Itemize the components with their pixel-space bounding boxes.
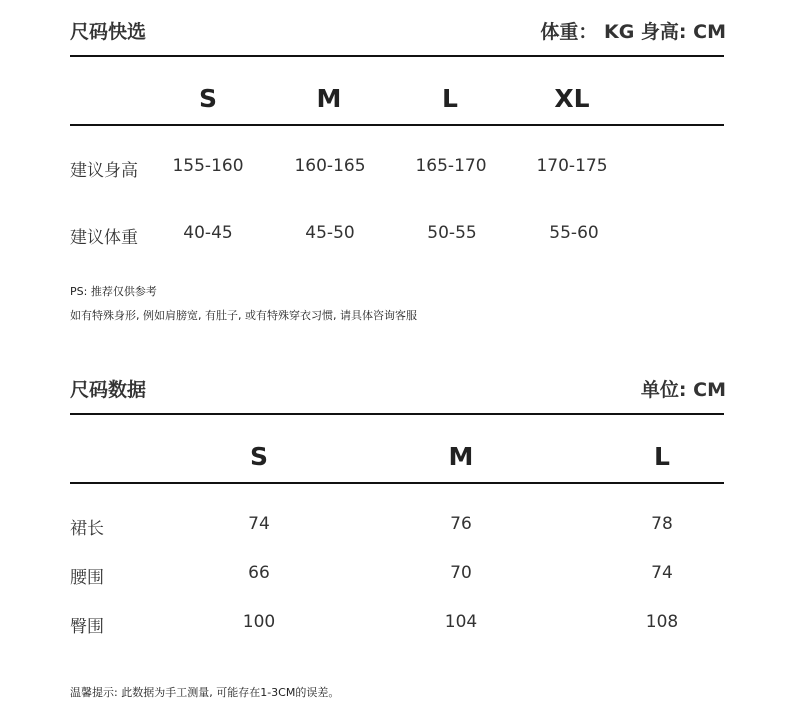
quick-size-s: S (198, 84, 218, 113)
quick-header-rule (70, 124, 724, 126)
hip-cell-s: 100 (242, 612, 276, 632)
measure-section-title: 尺码数据 (70, 379, 147, 401)
height-cell-l: 165-170 (415, 156, 487, 176)
row-label-hip: 臀围 (70, 617, 104, 637)
row-label-waist: 腰围 (70, 568, 104, 588)
quick-top-rule (70, 55, 724, 57)
hip-cell-l: 108 (645, 612, 679, 632)
quick-size-m: M (316, 84, 342, 113)
quick-size-xl: XL (554, 84, 590, 113)
height-cell-s: 155-160 (172, 156, 244, 176)
quick-note-ps: PS: 推荐仅供参考 (70, 285, 157, 298)
hip-cell-m: 104 (444, 612, 478, 632)
row-label-weight: 建议体重 (70, 228, 138, 248)
length-cell-l: 78 (651, 514, 673, 534)
measure-top-rule (70, 413, 724, 415)
measure-size-s: S (249, 442, 269, 471)
quick-unit-label: 体重： KG 身高: CM (540, 21, 726, 43)
waist-cell-s: 66 (248, 563, 270, 583)
weight-cell-m: 45-50 (305, 223, 355, 243)
waist-cell-m: 70 (450, 563, 472, 583)
measure-footer-note: 温馨提示: 此数据为手工测量, 可能存在1-3CM的误差。 (70, 686, 340, 699)
weight-cell-l: 50-55 (427, 223, 477, 243)
quick-section-title: 尺码快选 (70, 21, 147, 43)
measure-size-m: M (448, 442, 474, 471)
quick-size-l: L (442, 84, 458, 113)
measure-unit-label: 单位: CM (640, 379, 726, 401)
measure-size-l: L (654, 442, 670, 471)
measure-header-rule (70, 482, 724, 484)
height-cell-xl: 170-175 (536, 156, 608, 176)
waist-cell-l: 74 (651, 563, 673, 583)
weight-cell-xl: 55-60 (549, 223, 599, 243)
weight-cell-s: 40-45 (183, 223, 233, 243)
height-cell-m: 160-165 (294, 156, 366, 176)
length-cell-s: 74 (248, 514, 270, 534)
row-label-skirt-length: 裙长 (70, 519, 104, 539)
row-label-height: 建议身高 (70, 161, 138, 181)
length-cell-m: 76 (450, 514, 472, 534)
quick-note-detail: 如有特殊身形, 例如肩膀宽, 有肚子, 或有特殊穿衣习惯, 请具体咨询客服 (70, 309, 417, 322)
